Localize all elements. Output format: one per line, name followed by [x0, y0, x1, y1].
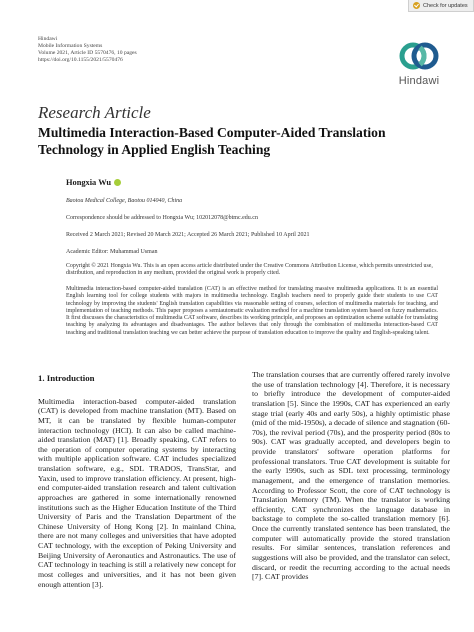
article-type: Research Article: [38, 103, 151, 122]
logo-text: Hindawi: [398, 75, 440, 87]
author: [66, 178, 121, 187]
hindawi-logo-icon: [399, 38, 439, 74]
journal-name: Mobile Information Systems: [38, 43, 103, 49]
affiliation: Baotou Medical College, Baotou 014040, China: [66, 198, 183, 204]
article-title: Multimedia Interaction-Based Computer-Aided Translation Technology in Applied English Teaching: [38, 125, 386, 157]
publisher-line: Hindawi: [38, 36, 58, 42]
journal-volume: Volume 2021, Article ID 5570476, 10 pages: [38, 50, 137, 56]
check-circle-icon: [413, 2, 420, 9]
author-name: Hongxia Wu: [66, 178, 112, 187]
correspondence: Correspondence should be addressed to Hongxia Wu; 102012078@btmc.edu.cn: [66, 215, 258, 221]
abstract: Multimedia interaction-based computer-aided translation (CAT) is an effective method for translating massive multimedia applications. It is an essential English learning tool for college students with majors in multimedia technology. English teachers need to properly guide their students to use CAT technology by improving the students' English translation capabilities via reasonable setting of courses, selection of multimedia materials for teaching, and implementation of teaching methods. This paper proposes a semiautomatic evaluation method for a machine translation system based on fuzzy mathematics. It first discusses the characteristics of multimedia CAT software, describes its working principle, and proposes an optimization scheme suitable for translating teaching by analyzing its advantages and disadvantages. The author believes that only through the combination of multimedia interaction-based CAT teaching and traditional translation teaching we can better achieve the purpose of translation education to improve the quality and English-speaking talent.: [66, 286, 438, 336]
body-column-left: [38, 370, 236, 589]
copyright-notice: Copyright © 2021 Hongxia Wu. This is an open access article distributed under the Creative Commons Attribution License, which permits unrestricted use, distribution, and reproduction in any medium, provided the original work is properly cited.: [66, 263, 433, 277]
body-column-right: [252, 370, 450, 582]
journal-info: [38, 36, 137, 64]
section-heading: 1. Introduction: [38, 373, 95, 383]
hindawi-logo: [394, 38, 444, 87]
academic-editor: Academic Editor: Muhammad Usman: [66, 249, 158, 255]
introduction-paragraph-right: The translation courses that are currently offered rarely involve the use of translation technology [4]. Therefore, it is necessary to briefly introduce the development of computer-aided translation [5]. Since the 1990s, CAT has experienced an early stage trial (early 40s and early 50s), a highly optimistic phase (mid of the mid-1950s), a decade of silence and stagnation (60-70s), the revival period (70s), and the prosperity period (80s to 90s). CAT was gradually accepted, and developers begin to provide translators' software operation platforms for professional translators. True CAT development is suitable for the early 1990s, such as SDL text processing, terminology management, and the emergence of translation memories. According to Professor Scott, the core of CAT technology is Translation Memory (TM). When the translator is working efficiently, CAT synchronizes the language database in backstage to complete the so-called translation memory [6]. Once the currently translated sentence has been translated, the computer will automatically provide the stored translation results. For similar sentences, translation references and suggestions will also be provided, and the translator can select, discard, or reedit the recurring according to the actual needs [7]. CAT provides: [252, 370, 450, 582]
check-for-updates-badge[interactable]: [408, 0, 474, 12]
check-for-updates-label: Check for updates: [423, 2, 468, 9]
orcid-icon[interactable]: [114, 179, 121, 186]
article-dates: Received 2 March 2021; Revised 20 March 2021; Accepted 26 March 2021; Published 10 April 2021: [66, 232, 310, 238]
journal-doi[interactable]: https://doi.org/10.1155/2021/5570476: [38, 57, 123, 63]
introduction-paragraph-left: Multimedia interaction-based computer-aided translation (CAT) is developed from machine translation (MT). Based on MT, it can be translated by flexible human-computer interaction technology (HCI). It can also be called machine-aided translation (MAT) [1]. Broadly speaking, CAT refers to the operation of computer operating systems by interacting with multiple application software. CAT includes specialized translation software, e.g., SDL TRADOS, TransStar, and Yaxin, used to improve translation efficiency. At present, high-end computer-aided translation research and talent cultivation approaches are gathered in some internationally renowned institutions such as the Higher Education Institute of the Third University of Paris and the Translation Department of the Chinese University of Hong Kong [2]. In mainland China, there are not many colleges and universities that have adopted CAT technology, with the exception of Peking University and Beijing University of Aeronautics and Astronautics. The use of CAT technology in teaching is still a relatively new concept for most colleges and universities, and it has not been given enough attention [3].: [38, 396, 236, 589]
